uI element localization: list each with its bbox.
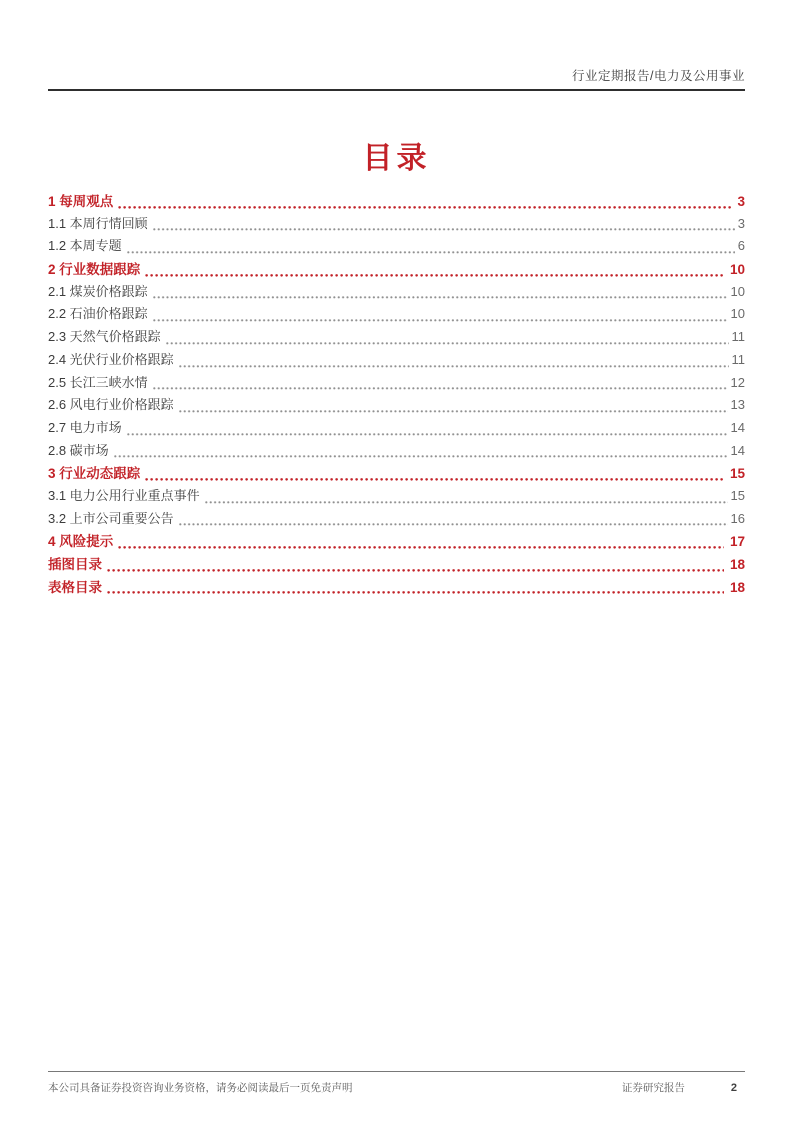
toc-entry[interactable] [48, 349, 745, 372]
toc-entry-page: 12 [730, 374, 745, 390]
toc-entry-page: 17 [729, 534, 745, 550]
toc-dotted-leader [153, 387, 728, 390]
toc-dotted-leader [205, 501, 728, 504]
toc-entry-label: 插图目录 [48, 557, 102, 572]
toc-entry-label: 1 每周观点 [48, 194, 114, 209]
toc-entry[interactable] [48, 576, 745, 599]
toc-entry-page: 15 [730, 487, 745, 503]
toc-entry[interactable] [48, 508, 745, 531]
toc-entry[interactable] [48, 553, 745, 576]
toc-entry-label: 2.2 石油价格跟踪 [48, 306, 148, 322]
toc-dotted-leader [166, 342, 729, 345]
footer-report-label: 证券研究报告 [621, 1082, 685, 1094]
toc-entry-page: 3 [737, 194, 745, 209]
toc-dotted-leader [145, 478, 724, 481]
toc-dotted-leader [107, 591, 724, 594]
toc-entry-page: 6 [737, 238, 745, 254]
toc-entry-label: 2.4 光伏行业价格跟踪 [48, 351, 174, 367]
toc-entry-label: 2.6 风电行业价格跟踪 [48, 397, 174, 413]
footer-page-number: 2 [730, 1082, 737, 1094]
toc-entry-label: 3.2 上市公司重要公告 [48, 510, 174, 526]
footer-divider [48, 1071, 745, 1072]
toc-entry-label: 1.2 本周专题 [48, 238, 122, 254]
toc-dotted-leader [118, 206, 731, 209]
toc-entry-label: 2.5 长江三峡水情 [48, 374, 148, 390]
toc-dotted-leader [179, 523, 728, 526]
toc-entry-label: 4 风险提示 [48, 534, 114, 550]
toc-entry-label: 3.1 电力公用行业重点事件 [48, 487, 200, 503]
toc-entry-page: 10 [730, 306, 745, 322]
toc-title: 目录 [362, 142, 431, 175]
toc-entry[interactable] [48, 462, 745, 485]
page-footer [48, 1080, 745, 1095]
toc-entry-label: 2.3 天然气价格跟踪 [48, 329, 161, 345]
toc-dotted-leader [118, 546, 724, 549]
toc-entry-page: 11 [731, 351, 745, 367]
toc-entry-page: 16 [730, 510, 745, 526]
toc-entry-page: 10 [730, 283, 745, 299]
toc-dotted-leader [127, 251, 735, 254]
toc-entry-label: 3 行业动态跟踪 [48, 466, 141, 482]
toc-entry[interactable] [48, 394, 745, 417]
toc-dotted-leader [179, 410, 728, 413]
toc-dotted-leader [127, 433, 728, 436]
toc-entry[interactable] [48, 372, 745, 395]
toc-entry-page: 11 [731, 329, 745, 345]
toc-entry[interactable] [48, 417, 745, 440]
toc-entry-label: 2.1 煤炭价格跟踪 [48, 283, 148, 299]
toc-entry-label: 2.7 电力市场 [48, 419, 122, 435]
toc-dotted-leader [153, 228, 735, 231]
toc-dotted-leader [107, 569, 724, 572]
toc-entry[interactable] [48, 326, 745, 349]
toc-entry-label: 2.8 碳市场 [48, 442, 109, 458]
toc-entry[interactable] [48, 303, 745, 326]
toc-entry-page: 18 [729, 557, 745, 572]
toc-entry[interactable] [48, 213, 745, 236]
toc-entry-page: 15 [729, 466, 745, 482]
toc-entry-page: 14 [730, 419, 745, 435]
header-report-category: 行业定期报告/电力及公用事业 [572, 69, 745, 83]
toc-dotted-leader [153, 296, 728, 299]
toc-list [48, 190, 745, 598]
toc-entry-page: 18 [729, 579, 745, 595]
toc-entry[interactable] [48, 235, 745, 258]
toc-entry[interactable] [48, 190, 745, 213]
toc-entry-label: 1.1 本周行情回顾 [48, 215, 148, 231]
toc-dotted-leader [145, 274, 724, 277]
toc-entry[interactable] [48, 258, 745, 281]
toc-dotted-leader [179, 365, 729, 368]
toc-dotted-leader [153, 319, 728, 322]
footer-right-group [622, 1080, 745, 1095]
toc-dotted-leader [114, 455, 728, 458]
toc-entry[interactable] [48, 281, 745, 304]
toc-entry-label: 表格目录 [48, 579, 102, 595]
toc-entry-page: 10 [729, 262, 745, 278]
toc-entry-page: 3 [737, 215, 745, 231]
toc-entry[interactable] [48, 485, 745, 508]
toc-entry[interactable] [48, 440, 745, 463]
footer-disclaimer: 本公司具备证券投资咨询业务资格，请务必阅读最后一页免责声明 [48, 1082, 353, 1094]
header-divider [48, 89, 745, 91]
toc-entry-page: 13 [730, 397, 745, 413]
toc-entry-page: 14 [730, 442, 745, 458]
toc-entry-label: 2 行业数据跟踪 [48, 262, 141, 278]
toc-entry[interactable] [48, 530, 745, 553]
